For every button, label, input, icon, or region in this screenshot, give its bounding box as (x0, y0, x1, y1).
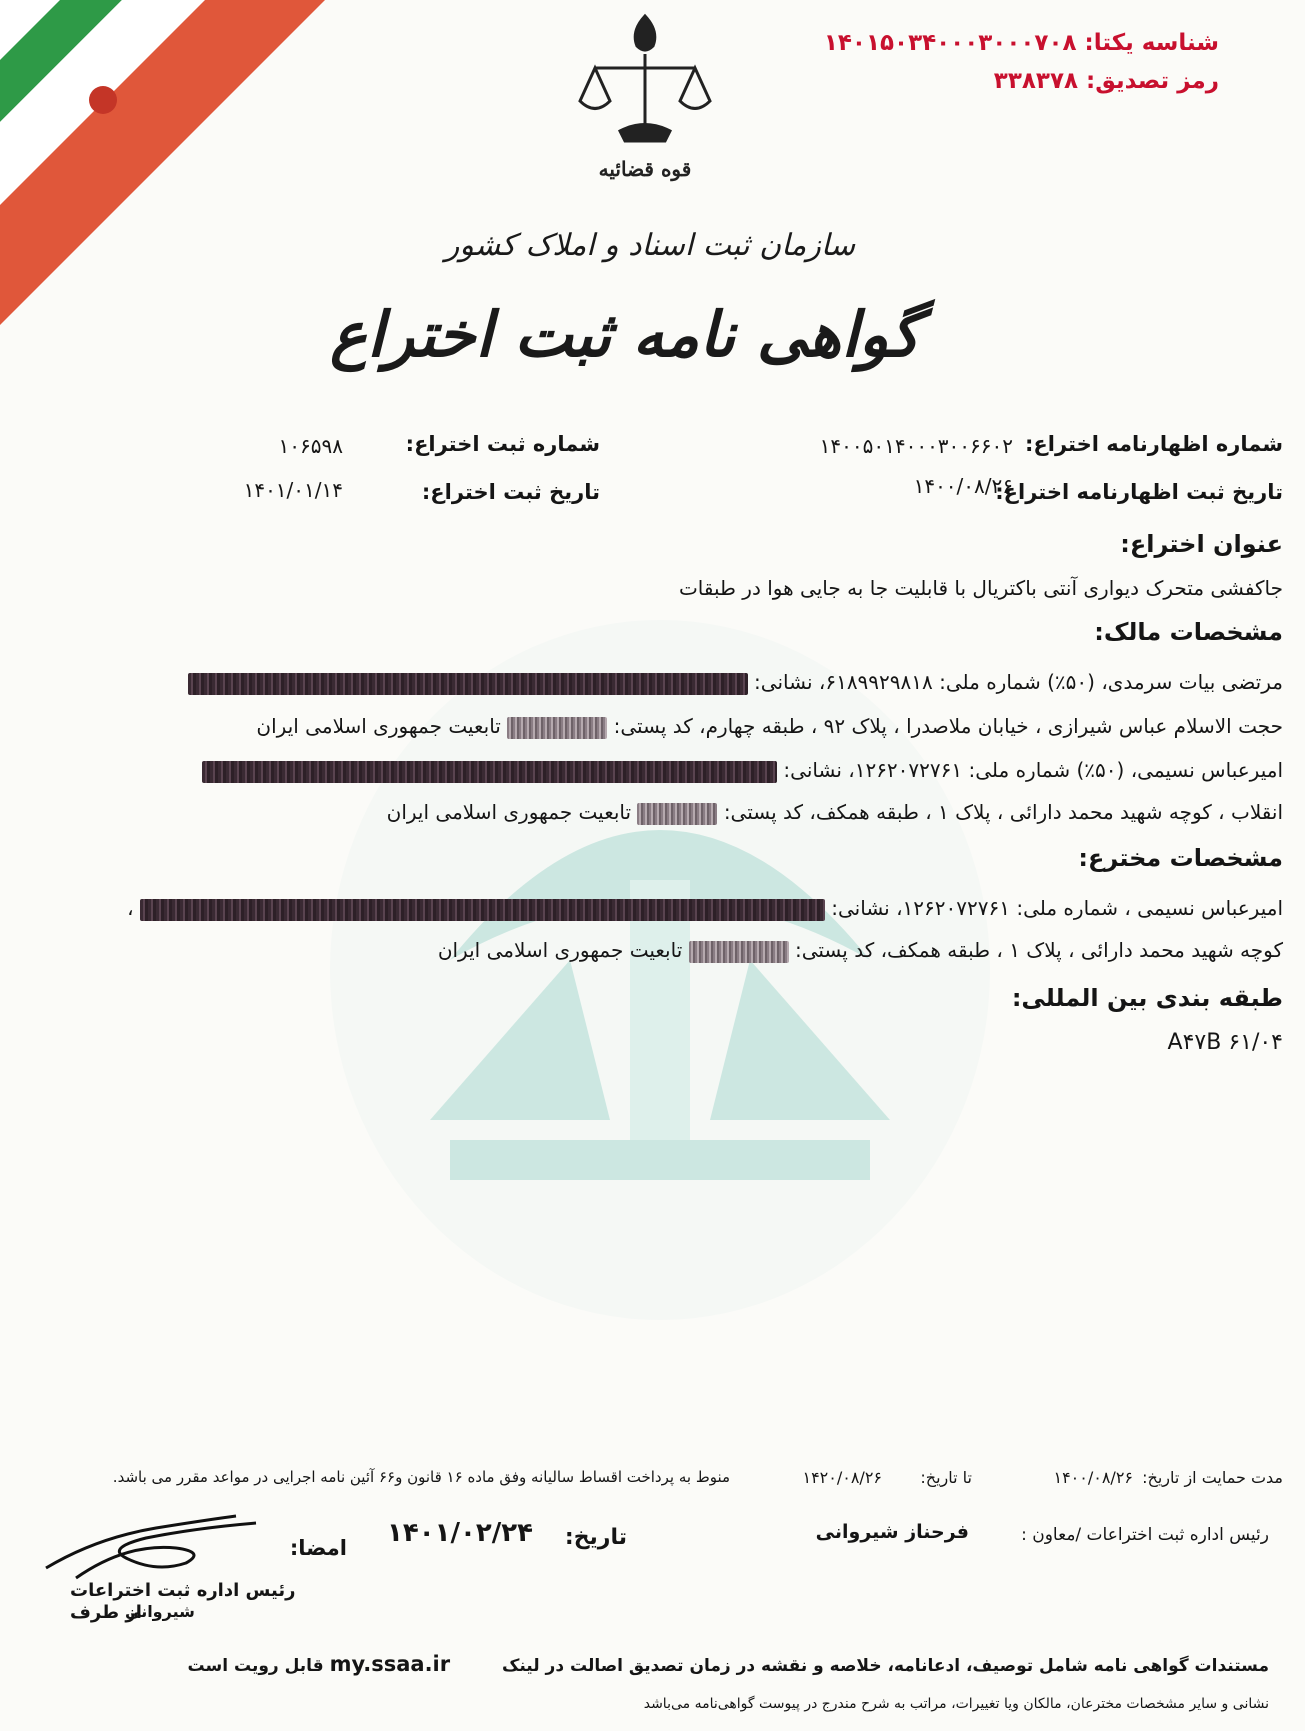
owner-1-text: مرتضی بیات سرمدی، (۵۰٪) شماره ملی: ۶۱۸۹۹۲۹۸۱۸، نشانی: (754, 670, 1283, 694)
inventor-nationality: تابعیت جمهوری اسلامی ایران (437, 938, 683, 962)
judiciary-emblem (565, 6, 725, 186)
redacted-address (188, 673, 748, 695)
owner-1-nationality: تابعیت جمهوری اسلامی ایران (256, 714, 501, 738)
protection-from-label: مدت حمایت از تاریخ: (1142, 1468, 1283, 1487)
invention-title-heading: عنوان اختراع: (1120, 530, 1283, 558)
judiciary-text: قوه قضائیه (598, 157, 692, 181)
owner-2-nationality: تابعیت جمهوری اسلامی ایران (386, 800, 632, 824)
verify-code (994, 68, 1219, 94)
invention-title-text: جاکفشی متحرک دیواری آنتی باکتریال با قابلیت جا به جایی هوا در طبقات (678, 576, 1283, 600)
stamp-line-1: رئیس اداره ثبت اختراعات (70, 1580, 296, 1601)
unique-id (824, 30, 1219, 56)
inventor-line-2 (438, 938, 1283, 963)
redacted-postal-code (689, 941, 789, 963)
owner-line-4 (387, 800, 1283, 825)
registration-date-value: ۱۴۰۱/۰۱/۱۴ (243, 478, 343, 502)
unique-id-value: ۱۴۰۱۵۰۳۴۰۰۰۳۰۰۰۷۰۸ (823, 30, 1077, 56)
head-of-office-label: رئیس اداره ثبت اختراعات /معاون : (1021, 1525, 1269, 1545)
owner-1-address: حجت الاسلام عباس شیرازی ، خیابان ملاصدرا ، پلاک ۹۲ ، طبقه چهارم، کد پستی: (613, 714, 1283, 738)
stamp-line-2: از طرف (70, 1602, 142, 1623)
redacted-address (202, 761, 777, 783)
owner-line-2 (256, 714, 1283, 739)
declaration-number-label: شماره اظهارنامه اختراع: (1025, 432, 1283, 456)
inventors-heading: مشخصات مخترع: (1078, 844, 1283, 872)
registration-date-label: تاریخ ثبت اختراع: (421, 480, 600, 504)
owner-2-address: انقلاب ، کوچه شهید محمد دارائی ، پلاک ۱ ، طبقه همکف، کد پستی: (723, 800, 1283, 824)
inventor-line-end: ، (127, 896, 134, 920)
signature-image (36, 1508, 266, 1588)
organization-name: سازمان ثبت اسناد و املاک کشور (444, 228, 856, 263)
footer-text-end: قابل رویت است (187, 1656, 324, 1676)
redacted-postal-code (507, 717, 607, 739)
owners-heading: مشخصات مالک: (1094, 618, 1283, 646)
issue-date-value: ۱۴۰۱/۰۲/۲۴ (387, 1518, 533, 1548)
head-of-office-name: فرحناز شیروانی (815, 1521, 969, 1543)
declaration-date-value: ۱۴۰۰/۰۸/۲۶ (913, 474, 1013, 498)
signature-label: امضا: (289, 1536, 347, 1560)
inventor-text: امیرعباس نسیمی ، شماره ملی: ۱۲۶۲۰۷۲۷۶۱، نشانی: (831, 896, 1283, 920)
owner-2-text: امیرعباس نسیمی، (۵۰٪) شماره ملی: ۱۲۶۲۰۷۲۷۶۱، نشانی: (783, 758, 1283, 782)
protection-condition: منوط به پرداخت اقساط سالیانه وفق ماده ۱۶ قانون و۶۶ آئین نامه اجرایی در مواعد مقرر می باشد. (112, 1468, 730, 1486)
owner-line-1 (188, 670, 1283, 695)
inventor-address: کوچه شهید محمد دارائی ، پلاک ۱ ، طبقه همکف، کد پستی: (794, 938, 1283, 962)
classification-heading: طبقه بندی بین المللی: (1011, 984, 1283, 1012)
stamp-line-3: شیروانی (125, 1602, 195, 1621)
unique-id-label: شناسه یکتا: (1084, 30, 1219, 56)
redacted-postal-code (637, 803, 717, 825)
protection-to-label: تا تاریخ: (920, 1468, 972, 1487)
footer-link[interactable]: my.ssaa.ir (329, 1652, 451, 1676)
verify-code-value: ۳۳۸۳۷۸ (993, 68, 1079, 94)
document-title: گواهی نامه ثبت اختراع (329, 298, 920, 371)
flag-emblem-icon (89, 86, 117, 114)
issue-date-label: تاریخ: (564, 1525, 627, 1550)
footer-line-1 (188, 1652, 1270, 1676)
inventor-line-1 (127, 896, 1283, 921)
owner-line-3 (202, 758, 1283, 783)
protection-from-value: ۱۴۰۰/۰۸/۲۶ (1053, 1468, 1133, 1487)
classification-value: A۴۷B ۶۱/۰۴ (1167, 1030, 1283, 1055)
registration-number-value: ۱۰۶۵۹۸ (278, 434, 343, 458)
redacted-address (140, 899, 825, 921)
flag-corner-decoration (0, 0, 330, 330)
footer-line-2: نشانی و سایر مشخصات مخترعان، مالکان ویا تغییرات، مراتب به شرح مندرج در پیوست گواهی‌نامه می‌باشد (643, 1696, 1269, 1712)
declaration-number-value: ۱۴۰۰۵۰۱۴۰۰۰۳۰۰۶۶۰۲ (819, 434, 1013, 458)
verify-code-label: رمز تصدیق: (1086, 68, 1219, 94)
registration-number-label: شماره ثبت اختراع: (405, 432, 600, 456)
footer-text: مستندات گواهی نامه شامل توصیف، ادعانامه، خلاصه و نقشه در زمان تصدیق اصالت در لینک (501, 1656, 1269, 1676)
declaration-date-label: تاریخ ثبت اظهارنامه اختراع: (995, 480, 1283, 504)
protection-to-value: ۱۴۲۰/۰۸/۲۶ (802, 1468, 882, 1487)
